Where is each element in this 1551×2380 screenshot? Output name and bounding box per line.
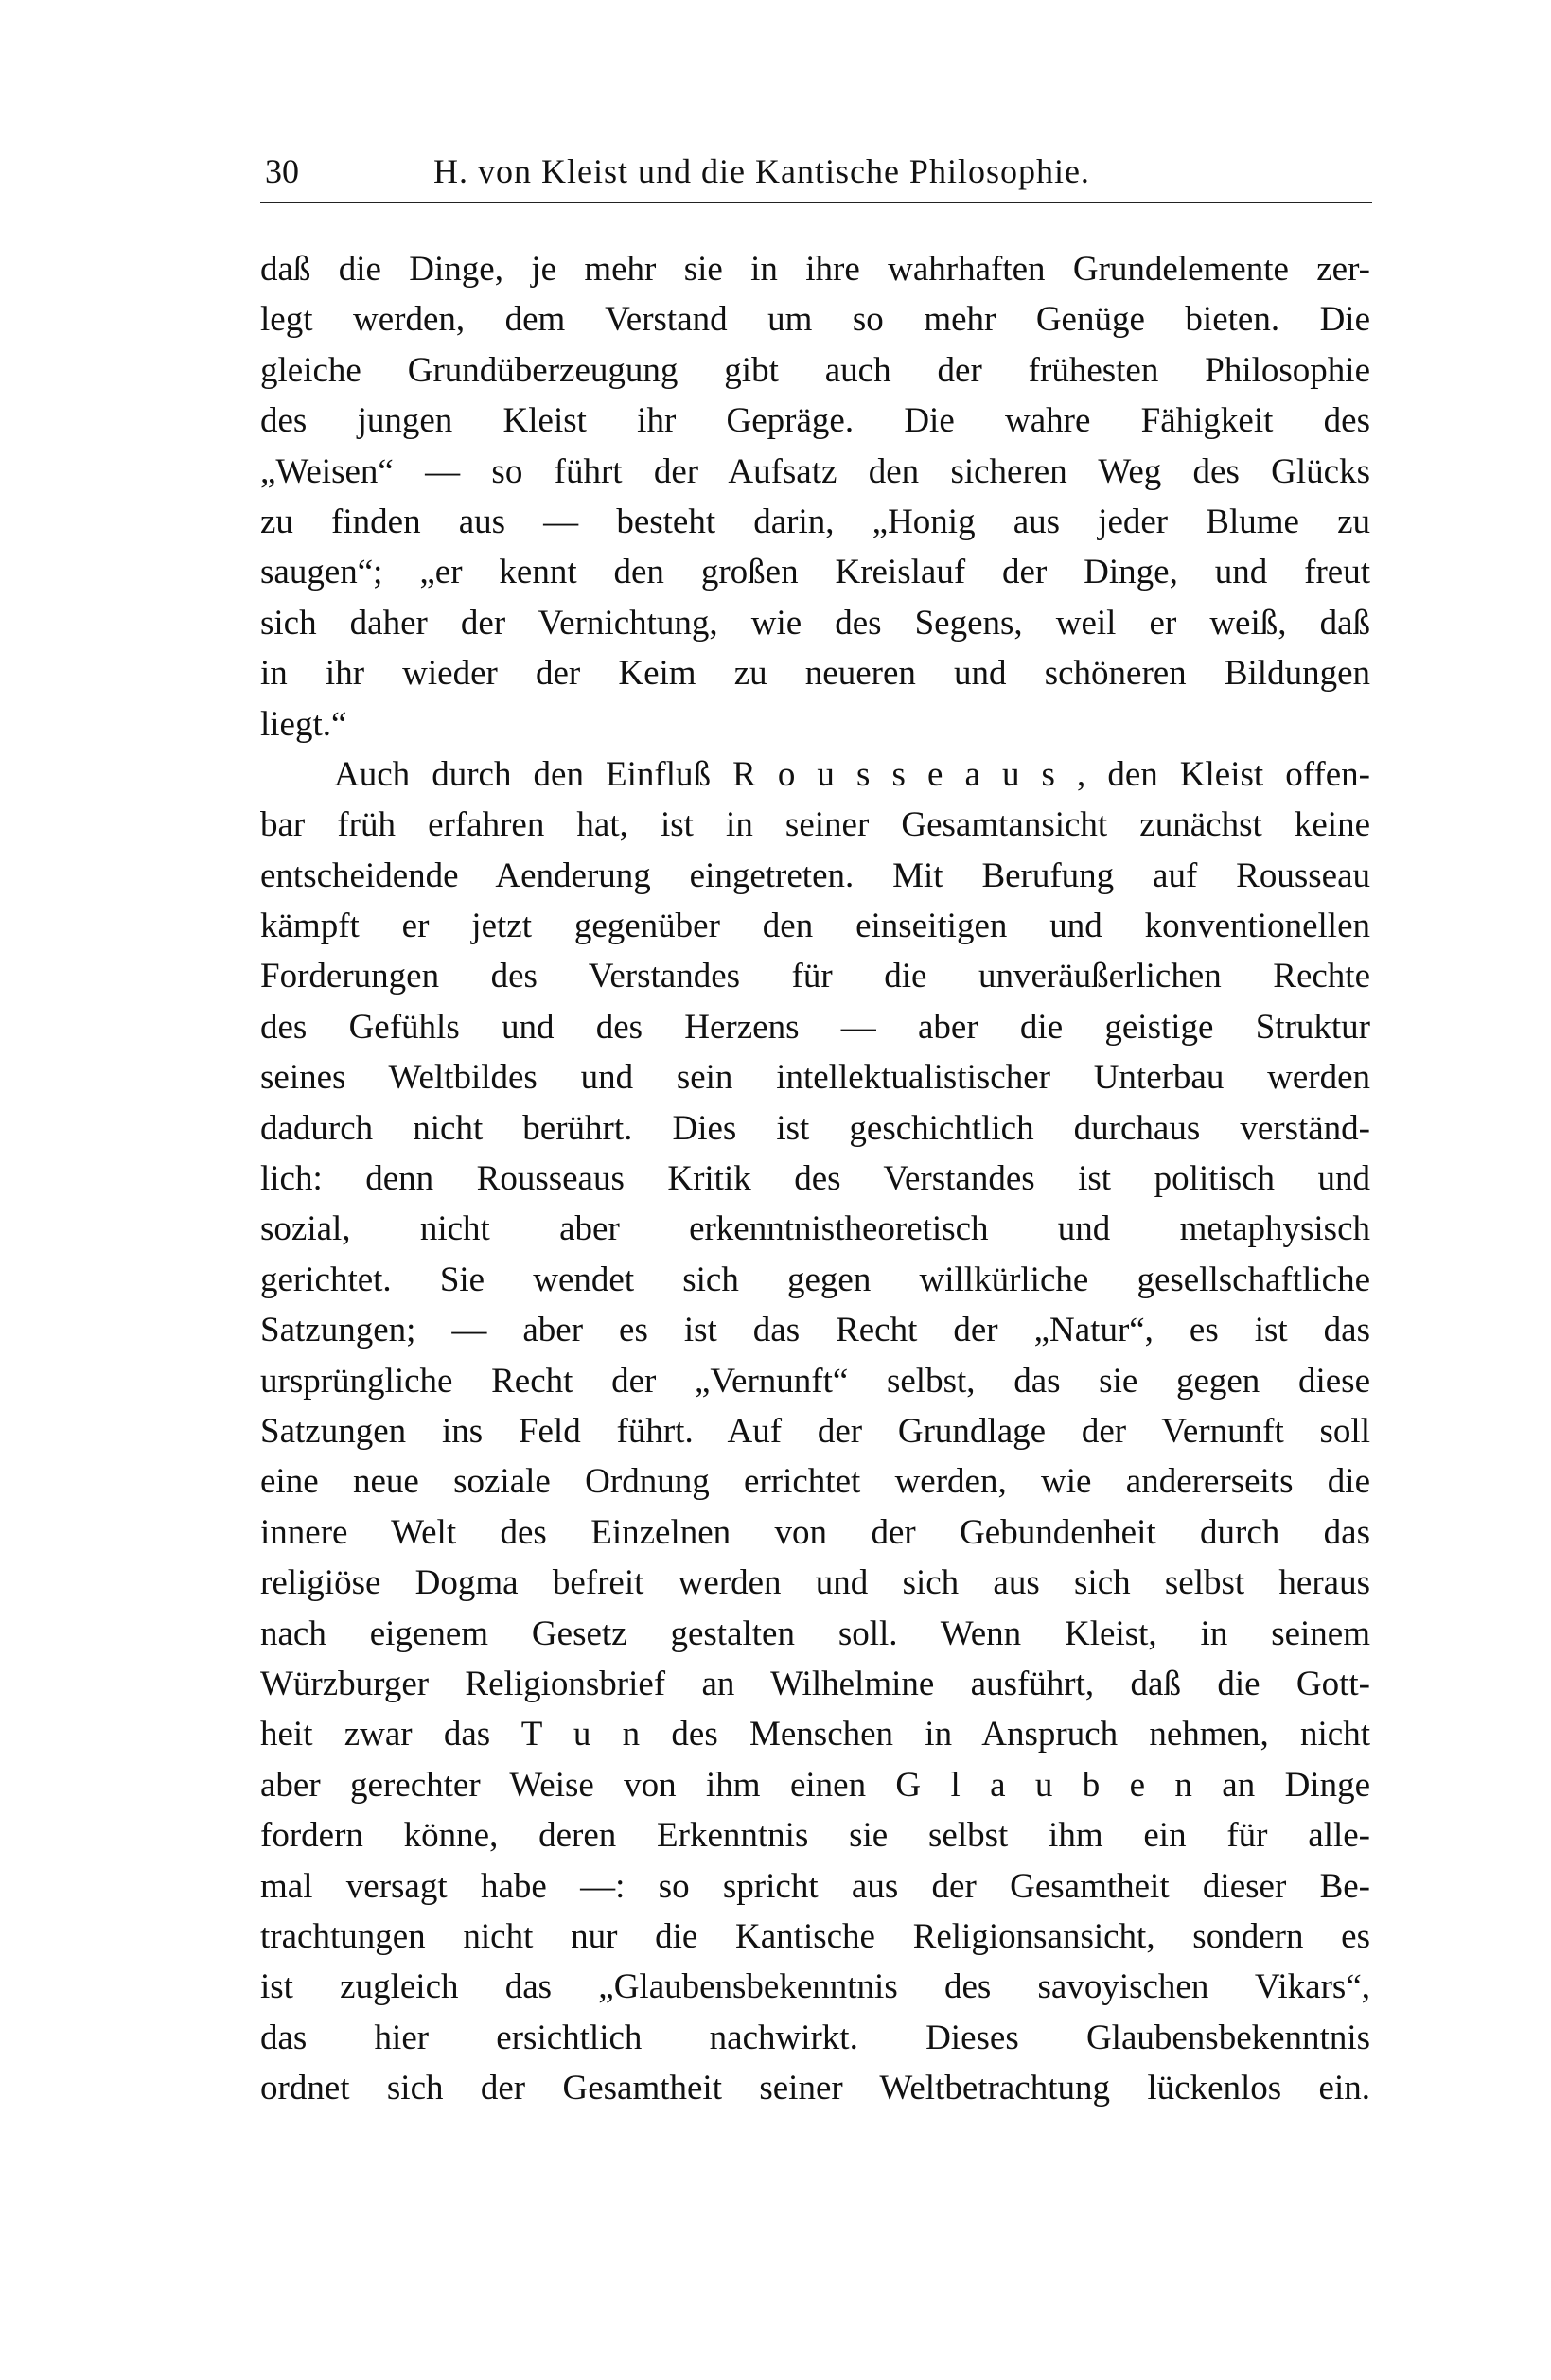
text-line: Satzungen ins Feld führt. Auf der Grundlage der Vernunft soll bbox=[260, 1411, 1370, 1451]
text-line: des Gefühls und des Herzens — aber die geistige Struktur bbox=[260, 1007, 1370, 1047]
running-header bbox=[260, 151, 1372, 189]
text-line: in ihr wieder der Keim zu neueren und schöneren Bildungen bbox=[260, 654, 1370, 694]
text-line: lich: denn Rousseaus Kritik des Verstandes ist politisch und bbox=[260, 1159, 1370, 1199]
text-line: fordern könne, deren Erkenntnis sie selbst ihm ein für alle- bbox=[260, 1816, 1370, 1856]
text-line: eine neue soziale Ordnung errichtet werden, wie andererseits die bbox=[260, 1462, 1370, 1502]
text-line: Satzungen; — aber es ist das Recht der „Natur“, es ist das bbox=[260, 1311, 1370, 1350]
text-line: seines Weltbildes und sein intellektualistischer Unterbau werden bbox=[260, 1058, 1370, 1098]
text-line: bar früh erfahren hat, ist in seiner Gesamtansicht zunächst keine bbox=[260, 805, 1370, 845]
text-line: heit zwar das T u n des Menschen in Anspruch nehmen, nicht bbox=[260, 1715, 1370, 1754]
text-line: ordnet sich der Gesamtheit seiner Weltbetrachtung lückenlos ein. bbox=[260, 2069, 1370, 2108]
text-line: nach eigenem Gesetz gestalten soll. Wenn Kleist, in seinem bbox=[260, 1613, 1370, 1653]
text-line: religiöse Dogma befreit werden und sich aus sich selbst heraus bbox=[260, 1563, 1370, 1603]
text-line: aber gerechter Weise von ihm einen G l a u b e n an Dinge bbox=[260, 1765, 1370, 1805]
text-line: „Weisen“ — so führt der Aufsatz den sicheren Weg des Glücks bbox=[260, 451, 1370, 491]
text-line: legt werden, dem Verstand um so mehr Genüge bieten. Die bbox=[260, 300, 1370, 340]
text-line: gerichtet. Sie wendet sich gegen willkürliche gesellschaftliche bbox=[260, 1260, 1370, 1299]
text-line: sich daher der Vernichtung, wie des Segens, weil er weiß, daß bbox=[260, 603, 1370, 643]
text-line: ursprüngliche Recht der „Vernunft“ selbst, das sie gegen diese bbox=[260, 1361, 1370, 1401]
text-line: mal versagt habe —: so spricht aus der Gesamtheit dieser Be- bbox=[260, 1866, 1370, 1906]
running-title: H. von Kleist und die Kantische Philosophie. bbox=[433, 152, 1090, 190]
body-text bbox=[260, 244, 1370, 2113]
text-line: ist zugleich das „Glaubensbekenntnis des savoyischen Vikars“, bbox=[260, 1967, 1370, 2007]
text-line: trachtungen nicht nur die Kantische Religionsansicht, sondern es bbox=[260, 1916, 1370, 1956]
text-line: daß die Dinge, je mehr sie in ihre wahrhaften Grundelemente zer- bbox=[260, 250, 1370, 289]
text-line: kämpft er jetzt gegenüber den einseitigen und konventionellen bbox=[260, 907, 1370, 946]
page-number: 30 bbox=[265, 152, 299, 190]
text-line: das hier ersichtlich nachwirkt. Dieses Glaubensbekenntnis bbox=[260, 2018, 1370, 2057]
text-line: Auch durch den Einfluß R o u s s e a u s , den Kleist offen- bbox=[334, 754, 1370, 794]
text-line: sozial, nicht aber erkenntnistheoretisch und metaphysisch bbox=[260, 1209, 1370, 1249]
text-line: entscheidende Aenderung eingetreten. Mit Berufung auf Rousseau bbox=[260, 855, 1370, 895]
text-line: innere Welt des Einzelnen von der Gebundenheit durch das bbox=[260, 1512, 1370, 1552]
text-line: liegt.“ bbox=[260, 704, 347, 744]
text-line: saugen“; „er kennt den großen Kreislauf der Dinge, und freut bbox=[260, 553, 1370, 592]
header-rule bbox=[260, 202, 1372, 203]
text-line: Würzburger Religionsbrief an Wilhelmine ausführt, daß die Gott- bbox=[260, 1664, 1370, 1703]
text-line: zu finden aus — besteht darin, „Honig aus jeder Blume zu bbox=[260, 502, 1370, 541]
text-line: des jungen Kleist ihr Gepräge. Die wahre Fähigkeit des bbox=[260, 401, 1370, 441]
text-line: gleiche Grundüberzeugung gibt auch der frühesten Philosophie bbox=[260, 350, 1370, 390]
text-line: Forderungen des Verstandes für die unveräußerlichen Rechte bbox=[260, 957, 1370, 996]
text-line: dadurch nicht berührt. Dies ist geschichtlich durchaus verständ- bbox=[260, 1108, 1370, 1148]
